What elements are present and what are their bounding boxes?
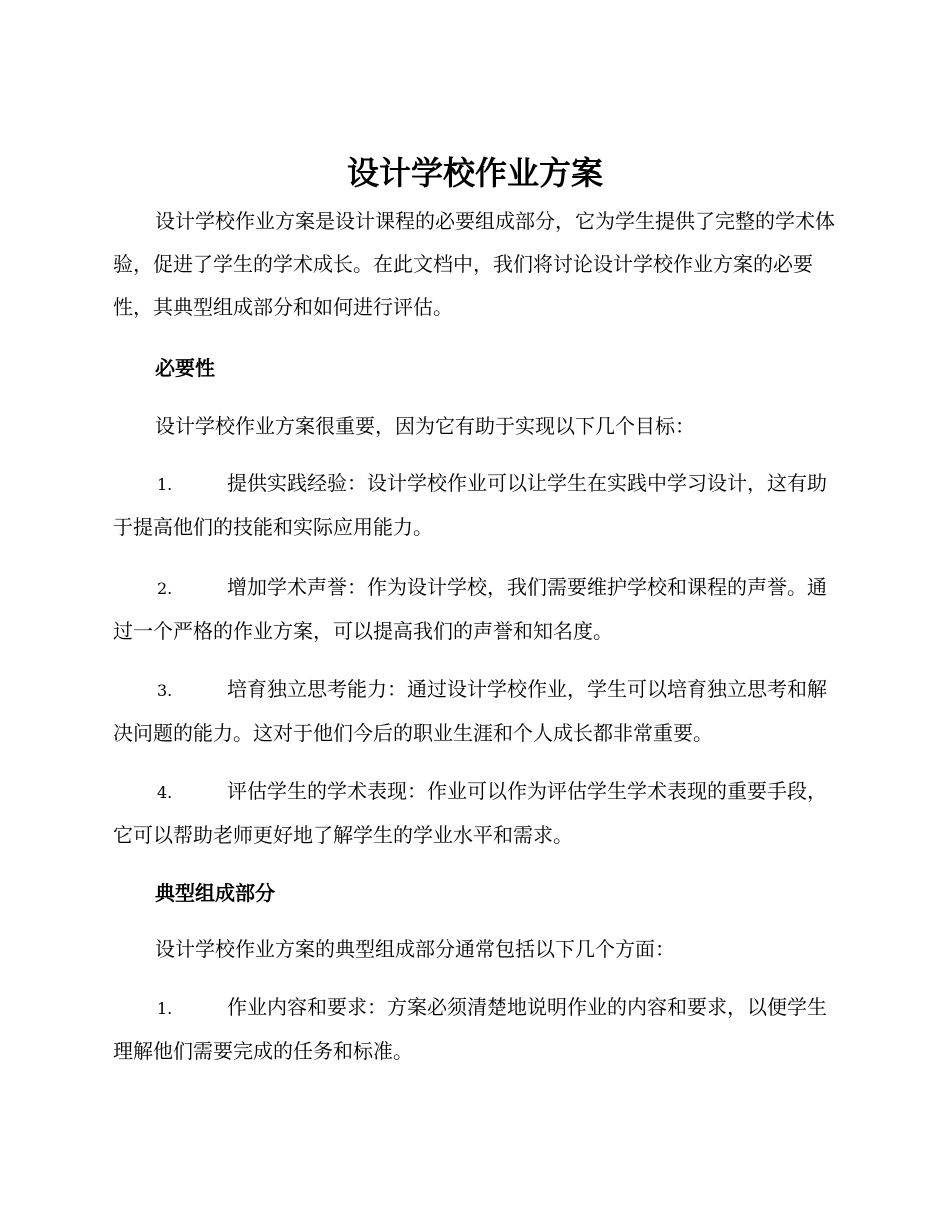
list-item-number: 3. [157,681,173,700]
list-item-text: 增加学术声誉：作为设计学校，我们需要维护学校和课程的声誉。通过一个严格的作业方案，可以提高我们的声誉和知名度。 [113,575,827,643]
intro-paragraph: 设计学校作业方案是设计课程的必要组成部分，它为学生提供了完整的学术体验，促进了学生的学术成长。在此文档中，我们将讨论设计学校作业方案的必要性，其典型组成部分和如何进行评估。 [113,209,835,319]
necessity-lead-paragraph: 设计学校作业方案很重要，因为它有助于实现以下几个目标： [155,414,695,438]
list-item [113,462,835,549]
list-item-text: 培育独立思考能力：通过设计学校作业，学生可以培育独立思考和解决问题的能力。这对于他们今后的职业生涯和个人成长都非常重要。 [113,677,827,745]
list-item-text: 作业内容和要求：方案必须清楚地说明作业的内容和要求，以便学生理解他们需要完成的任务和标准。 [113,995,827,1063]
list-item [113,770,835,857]
section-heading-necessity: 必要性 [155,356,215,380]
list-item-text: 提供实践经验：设计学校作业可以让学生在实践中学习设计，这有助于提高他们的技能和实际应用能力。 [113,471,827,539]
list-item-text: 评估学生的学术表现：作业可以作为评估学生学术表现的重要手段，它可以帮助老师更好地了解学生的学业水平和需求。 [113,779,827,847]
section-heading-components: 典型组成部分 [155,881,275,905]
list-item-number: 4. [157,783,173,802]
list-item [113,668,835,755]
components-lead-paragraph: 设计学校作业方案的典型组成部分通常包括以下几个方面： [155,937,675,961]
list-item-number: 1. [157,999,173,1018]
document-title: 设计学校作业方案 [346,154,603,192]
list-item [113,986,835,1073]
list-item-number: 1. [157,475,173,494]
list-item [113,566,835,653]
list-item-number: 2. [157,579,173,598]
